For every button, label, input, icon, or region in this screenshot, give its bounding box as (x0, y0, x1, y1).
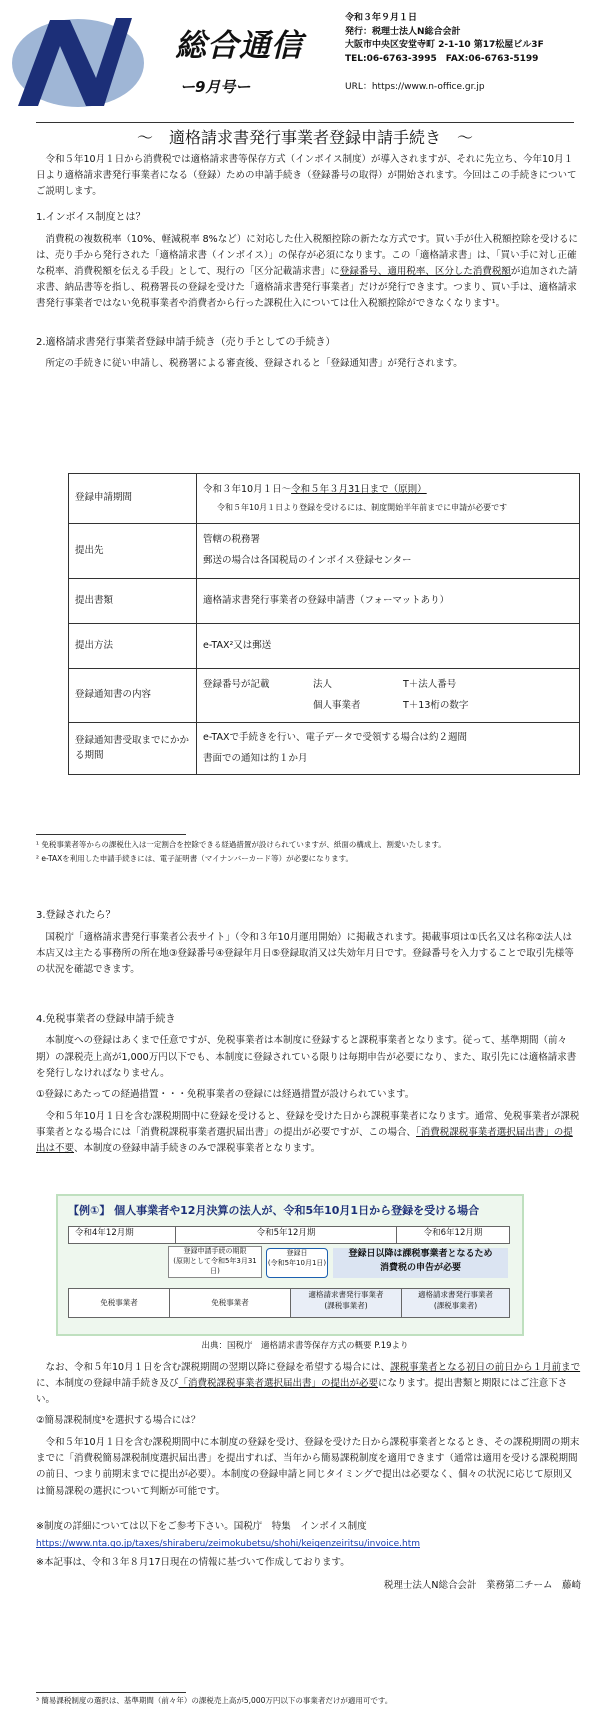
p2-a: 令和５年10月１日を含む課税期間中に登録を受けると、登録を受けた日から課税事業者になります。通常、免税事業者が課税事業者となる場合には「消費税課税事業者選択届出書」の提出が必要ですが、この場合、 (36, 1110, 580, 1138)
status-4 (402, 1289, 509, 1317)
s1-underlined: 登録番号、適用税率、区分した消費税額 (339, 266, 511, 278)
status-4a: 適格請求書発行事業者 (418, 1290, 493, 1299)
r1-a: 令和３年10月１日～ (203, 483, 292, 495)
website-url[interactable]: URL：https://www.n-office.gr.jp (345, 82, 485, 92)
table-key: 登録申請期間 (69, 474, 197, 524)
lower-content (36, 902, 581, 1157)
p2-u: 「消費税課税事業者選択届出書」の提出は不要 (36, 1126, 573, 1154)
table-row (69, 579, 580, 624)
status-4b: (課税事業者) (433, 1301, 478, 1311)
p3-c: になります。提出書類と期限にはご注意下さい。 (36, 1378, 568, 1406)
table-key: 登録通知書受取までにかかる期間 (69, 723, 197, 775)
r6-b: 書面での通知は約１か月 (203, 752, 308, 764)
table-key: 提出先 (69, 524, 197, 579)
section4-paragraph3 (36, 1360, 581, 1408)
magazine-title: 総合通信 (175, 28, 303, 64)
diagram-source: 出典：国税庁 適格請求書等保存方式の概要 P.19より (201, 1341, 409, 1351)
section4-paragraph2 (36, 1109, 581, 1157)
issue-date: 令和３年９月１日 (345, 13, 418, 23)
status-3b: (課税事業者) (324, 1301, 368, 1311)
p2-b: 、本制度の登録申請手続きのみで課税事業者となります。 (74, 1142, 321, 1154)
status-1: 免税事業者 (69, 1289, 170, 1317)
table-value (197, 524, 580, 579)
application-table (68, 473, 580, 775)
example-diagram (56, 1194, 524, 1336)
r5-a3: T＋法人番号 (403, 678, 457, 690)
reference-note: ※制度の詳細については以下をご参考下さい。国税庁 特集 インボイス制度 (36, 1520, 367, 1532)
period-1: 令和4年12月期 (69, 1227, 176, 1243)
regdate-date: (令和5年10月1日) (267, 1258, 327, 1267)
section4-heading: 4.免税事業者の登録申請手続き (36, 1013, 176, 1025)
regdate-label: 登録日 (286, 1249, 308, 1257)
table-value: e-TAX²又は郵送 (197, 624, 580, 669)
r1-b: 令和５年３月31日まで（原則） (291, 483, 427, 495)
table-key: 登録通知書の内容 (69, 669, 197, 723)
publisher: 発行：税理士法人N総合会計 (345, 26, 461, 37)
section1-paragraph (36, 232, 581, 313)
table-value (197, 474, 580, 524)
table-row (69, 524, 580, 579)
footnote-divider (36, 834, 186, 835)
table-row (69, 669, 580, 723)
deadline-date: (原則として令和5年3月31日) (173, 1256, 257, 1275)
reference-link[interactable]: https://www.nta.go.jp/taxes/shiraberu/zeimokubetsu/shohi/keigenzeiritsu/invoice.htm (36, 1539, 420, 1550)
table-row (69, 474, 580, 524)
header-divider (36, 122, 574, 123)
s1-text-b: が追加された請求書、納品書等を指し、税務署長の登録を受けた「適格請求書発行事業者」だけが発行できます。つまり、買い手は、適格請求書発行事業者ではない免税事業者や消費者から行った課税仕入については仕入税額控除ができなくなります¹。 (36, 266, 578, 310)
section4-paragraph1: 本制度への登録はあくまで任意ですが、免税事業者は本制度に登録すると課税事業者となります。従って、基準期間（前々期）の課税売上高が1,000万円以下でも、本制度に登録されている限りは毎期申告が必要になり、また、取引先には適格請求書を発行しなければなりません。 (36, 1035, 577, 1079)
footnote-divider-2 (36, 1692, 186, 1693)
r5-b3: T＋13桁の数字 (403, 699, 469, 711)
section1-heading: 1.インボイス制度とは？ (36, 212, 146, 224)
status-bar (68, 1288, 510, 1318)
note-1: 登録日以降は課税事業者となるため (348, 1249, 493, 1259)
section3-heading: 3.登録されたら？ (36, 910, 116, 921)
p3-u2: 「消費税課税事業者選択届出書」の提出が必要 (178, 1378, 379, 1390)
p3-a: なお、令和５年10月１日を含む課税期間の翌期以降に登録を希望する場合には、 (45, 1362, 391, 1373)
table-row (69, 624, 580, 669)
r6-a: e-TAXで手続きを行い、電子データで受領する場合は約２週間 (203, 731, 467, 743)
section4-paragraph4: 令和５年10月１日を含む課税期間中に本制度の登録を受け、登録を受けた日から課税事業者となるとき、その課税期間の期末までに「消費税簡易課税制度選択届出書」を提出すれば、当年から簡易課税制度を適用できます（通常は適用を受ける課税期間の前日、つまり前期末までに提出が必要）。本制度の登録申請と同じタイミングで提出は必要なく、個々の状況に応じて原則又は簡易課税の選択について判断が可能です。 (36, 1437, 580, 1497)
note-2: 消費税の申告が必要 (379, 1262, 461, 1273)
issue-label: ー9月号ー (180, 78, 251, 96)
r5-a2: 法人 (313, 678, 333, 690)
tel-fax: TEL:06-6763-3995 FAX:06-6763-5199 (345, 53, 539, 64)
address: 大阪市中央区安堂寺町 2-1-10 第17松屋ビル3F (345, 40, 544, 50)
footnotes-1 (36, 838, 446, 865)
table-key: 提出書類 (69, 579, 197, 624)
n-logo-icon (8, 8, 168, 113)
r5-a1: 登録番号が記載 (203, 678, 270, 690)
r1-note: 令和５年10月１日より登録を受けるには、制度開始半年前までに申請が必要です (217, 502, 508, 512)
tax-note-box (333, 1248, 508, 1278)
diagram-title: 【例①】 個人事業者や12月決算の法人が、令和5年10月1日から登録を受ける場合 (68, 1204, 480, 1217)
period-3: 令和6年12月期 (423, 1228, 483, 1238)
section4-item2: ②簡易課税制度³を選択する場合には？ (36, 1415, 201, 1427)
status-3 (291, 1289, 402, 1317)
deadline-label: 登録申請手続の期限 (183, 1247, 247, 1255)
author: 税理士法人N総合会計 業務第二チーム 藤崎 (383, 1580, 581, 1592)
upper-content (36, 152, 581, 372)
after-diagram-content (36, 1360, 581, 1594)
section2-paragraph: 所定の手続きに従い申請し、税務署による審査後、登録されると「登録通知書」が発行されます。 (45, 358, 463, 370)
period-2: 令和5年12月期 (176, 1227, 397, 1243)
r2-b: 郵送の場合は各国税局のインボイス登録センター (203, 555, 412, 566)
section3-paragraph: 国税庁「適格請求書発行事業者公表サイト」（令和３年10月運用開始）に掲載されます。掲載事項は①氏名又は名称②法人は本店又は主たる事務所の所在地③登録番号④登録年月日⑤登録取消又は失効年月日です。登録番号を入力することで取引先様等の状況を確認できます。 (36, 931, 574, 975)
period-bar (68, 1226, 510, 1244)
intro-paragraph: 令和５年10月１日から消費税では適格請求書等保存方式（インボイス制度）が導入されますが、それに先立ち、今年10月１日より適格請求書発行事業者になる（登録）ための申請手続き（登録番号の取得）が開始されます。今回はこの手続きについてご説明します。 (36, 154, 577, 198)
s1-text-a: 消費税の複数税率（10%、軽減税率 8%など）に対応した仕入税額控除の新たな方式です。買い手が仕入税額控除を受けるには、売り手から発行された「適格請求書（インボイス）」の保存が必須になります。この「適格請求書」は、「買い手に対し正確な税率、消費税額を伝える手段」として、現行の「区分記載請求書」に (36, 233, 578, 278)
table-row (69, 723, 580, 775)
deadline-box (168, 1246, 262, 1278)
r2-a: 管轄の税務署 (203, 534, 261, 546)
footnote-1: ¹ 免税事業者等からの課税仕入は一定割合を控除できる経過措置が設けられていますが、紙面の構成上、割愛いたします。 (36, 840, 446, 849)
table-value (197, 723, 580, 775)
p3-b: に、本制度の登録申請手続き及び (36, 1378, 179, 1390)
registration-date-box (266, 1248, 328, 1278)
footnote-3: ³ 簡易課税制度の選択は、基準期間（前々年）の課税売上高が5,000万円以下の事業者だけが適用可です。 (36, 1696, 393, 1705)
table-key: 提出方法 (69, 624, 197, 669)
status-3a: 適格請求書発行事業者 (308, 1290, 384, 1299)
table-value: 適格請求書発行事業者の登録申請書（フォーマットあり） (197, 579, 580, 624)
section4-item1: ①登録にあたっての経過措置・・・免税事業者の登録には経過措置が設けられています。 (36, 1088, 415, 1100)
section2-heading: 2.適格請求書発行事業者登録申請手続き（売り手としての手続き） (36, 336, 336, 348)
publisher-block (345, 12, 544, 95)
p3-u1: 課税事業者となる初日の前日から１月前まで (390, 1362, 581, 1373)
footnote-2: ² e-TAXを利用した申請手続きには、電子証明書（マイナンバーカード等）が必要になります。 (36, 853, 353, 863)
r5-b2: 個人事業者 (313, 699, 361, 711)
table-value (197, 669, 580, 723)
date-note: ※本記事は、令和３年８月17日現在の情報に基づいて作成しております。 (36, 1557, 350, 1569)
status-2: 免税事業者 (170, 1289, 291, 1317)
article-title: ～ 適格請求書発行事業者登録申請手続き ～ (136, 128, 473, 147)
